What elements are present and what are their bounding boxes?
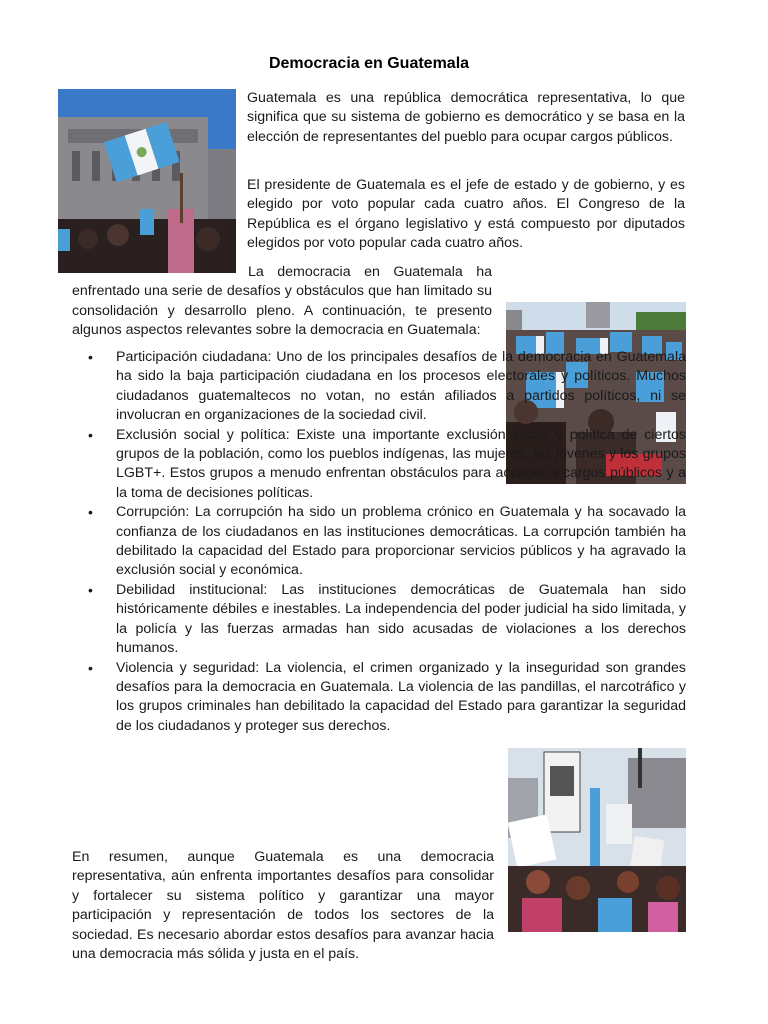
list-item: • Debilidad institucional: Las instituciones democráticas de Guatemala han sido históricamente débiles e inestables. La independencia del poder judicial ha sido limitada, y la policía y las fuerzas armadas han sido acusadas de violaciones a los derechos humanos. xyxy=(72,581,686,659)
intro-paragraph-3: La democracia en Guatemala ha enfrentado una serie de desafíos y obstáculos que han limitado su consolidación y desarrollo pleno. A continuación, te presento algunos aspectos relevantes sobre la democracia en Guatemala: xyxy=(72,264,492,339)
protest-signs-photo xyxy=(508,748,686,932)
conclusion-paragraph: En resumen, aunque Guatemala es una democracia representativa, aún enfrenta importantes desafíos para consolidar y fortalecer su sistema político y garantizar una mayor participación y representación de todos los sectores de la sociedad. Es necesario abordar estos desafíos para avanzar hacia una democracia más sólida y justa en el país. xyxy=(72,849,494,963)
list-item: • Corrupción: La corrupción ha sido un problema crónico en Guatemala y ha socavado la confianza de los ciudadanos en las instituciones democráticas. La corrupción también ha debilitado la capacidad del Estado para proporcionar servicios públicos y ha agravado la exclusión social y económica. xyxy=(72,503,686,581)
challenges-list xyxy=(72,348,686,736)
list-item: • Participación ciudadana: Uno de los principales desafíos de la democracia en Guatemala ha sido la baja participación ciudadana en los procesos electorales y políticos. Muchos ciudadanos guatemaltecos no votan, no están afiliados a partidos políticos, ni se involucran en organizaciones de la sociedad civil. xyxy=(72,348,686,426)
list-item: • Violencia y seguridad: La violencia, el crimen organizado y la inseguridad son grandes desafíos para la democracia en Guatemala. La violencia de las pandillas, el narcotráfico y los grupos criminales han debilitado la capacidad del Estado para garantizar la seguridad de los ciudadanos y proteger sus derechos. xyxy=(72,659,686,737)
document-title: Democracia en Guatemala xyxy=(268,55,470,72)
palace-flag-photo xyxy=(58,89,236,273)
intro-paragraph-1: Guatemala es una república democrática representativa, lo que significa que su sistema de gobierno es democrático y se basa en la elección de representantes del pueblo para ocupar cargos públicos. xyxy=(247,90,685,145)
intro-paragraph-2: El presidente de Guatemala es el jefe de estado y de gobierno, y es elegido por voto popular cada cuatro años. El Congreso de la República es el órgano legislativo y está compuesto por diputados elegidos por voto popular cada cuatro años. xyxy=(247,177,685,252)
list-item: • Exclusión social y política: Existe una importante exclusión social y política de ciertos grupos de la población, como los pueblos indígenas, las mujeres, los jóvenes y los grupos LGBT+. Estos grupos a menudo enfrentan obstáculos para acceder a cargos públicos y a la toma de decisiones políticas. xyxy=(72,426,686,504)
intro-paragraph-3-block xyxy=(72,263,686,343)
